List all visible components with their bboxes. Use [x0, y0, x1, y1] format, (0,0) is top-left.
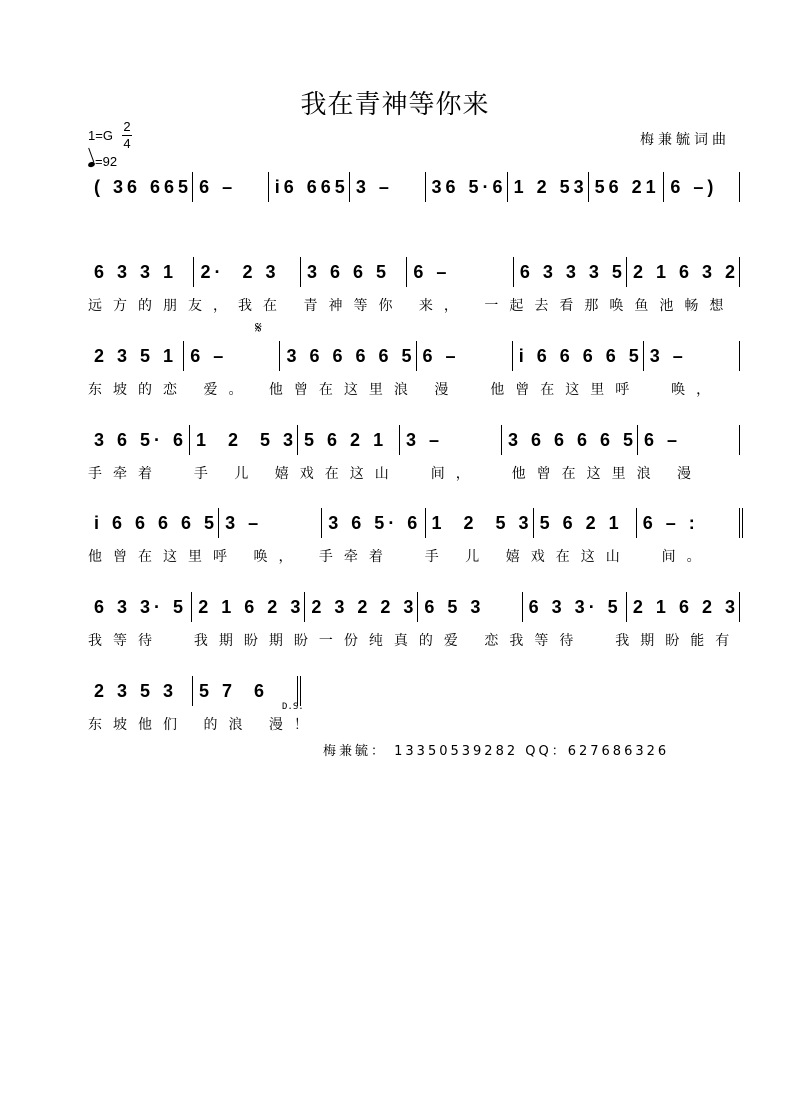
barline	[739, 257, 740, 287]
score-row	[88, 257, 740, 314]
measure: 6 –	[190, 345, 228, 366]
measure: 2 3 2 2 3	[311, 596, 418, 617]
measure: 6 3 3 3 5	[519, 261, 626, 282]
tempo-value: =92	[95, 154, 118, 169]
barline	[739, 172, 740, 202]
ds-marking: D.S.	[282, 702, 304, 712]
barline	[739, 341, 740, 371]
measure: 2· 2 3	[200, 261, 280, 282]
measure: 3 –	[649, 345, 687, 366]
barline	[739, 508, 740, 538]
measure: 5 7 6	[199, 680, 269, 701]
key-signature: 1=G	[88, 128, 113, 143]
lyric-line: 我等待 我期盼期盼一份纯真的爱 恋我等待 我期盼能有	[88, 633, 741, 649]
measure: 6 –	[422, 345, 460, 366]
tempo-marking	[88, 154, 117, 169]
measure: 6 3 3· 5	[94, 596, 188, 617]
measure: 5 6 2 1	[539, 512, 623, 533]
measure: 5 6 2 1	[304, 429, 388, 450]
notation-line	[88, 341, 740, 371]
measure: 1 2 5 3	[195, 429, 298, 450]
notation-line	[88, 592, 740, 622]
song-title: 我在青神等你来	[300, 90, 490, 120]
barline	[739, 425, 740, 455]
lyric-line: 东坡他们 的浪 漫！	[88, 717, 319, 733]
measure: 2 3 5 1	[94, 345, 178, 366]
measure: 6 3 3 1	[94, 261, 178, 282]
measure: 3 6 5· 6	[94, 429, 188, 450]
time-signature	[122, 120, 132, 151]
measure: 3 6 5· 6	[328, 512, 422, 533]
segno-icon: 𝄋	[255, 318, 262, 337]
notation-line	[88, 508, 740, 538]
measure: 6 –)	[670, 176, 718, 197]
score-row	[88, 341, 740, 398]
measure: 2 1 6 2 3	[198, 596, 305, 617]
measure: 2 1 6 2 3	[632, 596, 739, 617]
notation-line	[88, 676, 298, 706]
measure: i 6 6 6 6 5	[518, 345, 643, 366]
measure: 3 –	[355, 176, 393, 197]
lyric-line: 手牵着 手 儿 嬉戏在这山 间， 他曾在这里浪 漫	[88, 466, 703, 482]
score-row	[88, 592, 741, 649]
barline	[739, 592, 740, 622]
lyric-line: 东坡的恋 爱。 他曾在这里浪 漫 他曾在这里呼 唤，	[88, 382, 722, 398]
notation-line	[88, 425, 740, 455]
measure: 6 – :	[642, 512, 699, 533]
measure: 6 –	[199, 176, 237, 197]
measure: 2 1 6 3 2	[632, 261, 739, 282]
measure: 1 2 5 3	[431, 512, 533, 533]
contact-footer: 梅兼毓： 13350539282 QQ：627686326	[323, 744, 670, 759]
measure: 1 2 53	[513, 176, 588, 197]
notation-line	[88, 257, 740, 287]
measure: i6 665	[274, 176, 349, 197]
measure: ( 36 665	[94, 176, 193, 197]
score-row	[88, 425, 740, 482]
time-signature-bottom: 4	[123, 136, 131, 151]
measure: 2 3 5 3	[94, 680, 178, 701]
measure: 3 –	[406, 429, 444, 450]
measure: 56 21	[594, 176, 660, 197]
time-signature-top: 2	[123, 119, 131, 134]
measure: i 6 6 6 6 5	[94, 512, 219, 533]
measure: 6 –	[644, 429, 682, 450]
notation-line	[88, 172, 740, 202]
author-credit: 梅兼毓词曲	[640, 132, 730, 148]
score-row	[88, 172, 740, 202]
measure: 3 6 6 6 6 5	[507, 429, 638, 450]
measure: 6 5 3	[424, 596, 485, 617]
score-row	[88, 508, 740, 565]
measure: 6 –	[413, 261, 451, 282]
measure: 3 –	[225, 512, 263, 533]
measure: 6 3 3· 5	[528, 596, 622, 617]
measure: 36 5·6	[431, 176, 507, 197]
measure: 3 6 6 5	[306, 261, 390, 282]
lyric-line: 远方的朋友，我在 青神等你 来， 一起去看那唤鱼池畅想	[88, 298, 735, 314]
measure: 3 6 6 6 6 5	[286, 345, 416, 366]
lyric-line: 他曾在这里呼 唤， 手牵着 手 儿 嬉戏在这山 间。	[88, 549, 712, 565]
